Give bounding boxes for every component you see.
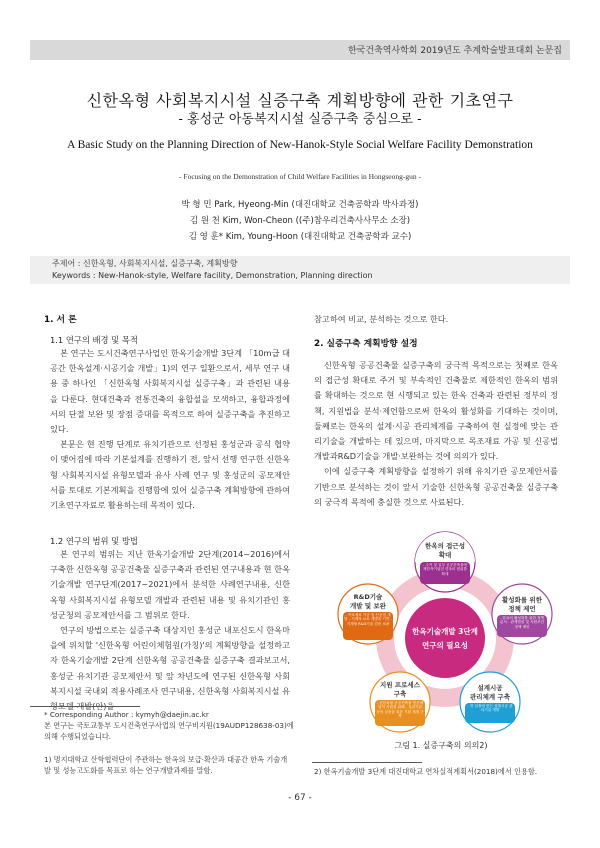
node-support-title-2: 구축 bbox=[393, 690, 407, 698]
node-management-title-2: 관리체계 구축 bbox=[470, 693, 510, 701]
node-policy-title-1: 활성화를 위한 bbox=[502, 596, 542, 604]
keywords-box bbox=[30, 256, 570, 284]
paragraph-4: 연구의 방법으로는 실증구축 대상지인 홍성군 내포신도시 한옥마을에 위치할 '신한옥형 어린이체험원(가칭)'의 계획방향을 설정하고자 한옥기술개발 2단계 신한옥형 공공건축물 실증구축 결과보고서, 홍성군 유치기관 공모제안서 및 앞 차년도에 연구된 신한옥형 사회복지시설 국내외 적용사례조사 연구내용, 신한옥형 사회복지시설 유형모델 개발(안)을 bbox=[50, 625, 290, 712]
english-subtitle: - Focusing on the Demonstration of Child Welfare Facilities in Hongseong-gun - bbox=[179, 172, 421, 181]
header-bar bbox=[30, 40, 570, 60]
section-1-2-heading: 1.2 연구의 범위 및 방법 bbox=[50, 536, 138, 546]
node-accessibility-body: - 주거 및 일부 공공건축물에 제한적이었던 한옥의 범위를 확대 bbox=[422, 563, 468, 576]
paragraph-3: 본 연구의 범위는 지난 한옥기술개발 2단계(2014~2016)에서 구축한 신한옥형 공공건축물 실증구축과 관련된 연구내용과 현 한옥기술개발 연구단계(2017~2021)에서 분석한 사례연구내용, 신한옥형 사회복지시설 유형모델 개발과 관련된 내용 및 유치기관인 홍성군청의 공모제안서를 그 범위로 한다. bbox=[50, 549, 290, 620]
footnote-rule bbox=[30, 706, 140, 707]
node-support-body: - 신한옥형 공공건축물 민간에 넘어 지원을 위해 - 유관기관 등의 실증을 위한 지원 체계 구축 bbox=[376, 701, 424, 719]
paragraph-1: 본 연구는 도시건축연구사업인 한옥기술개발 3단계 「10m급 대공간 한옥설계·시공기술 개발」1)의 연구 일환으로서, 세부 연구 내용 중 하나인 「신한옥형 사회복지시설 실증구축」과 관련된 내용을 다룬다. 현대건축과 전통건축의 융합설을 모색하고, 융합과정에서의 단절 보완 및 장점 증대를 목적으로 하여 실증구축을 추진하고 있다. bbox=[50, 348, 290, 435]
figure-caption: 그림 1. 실증구축의 의의2) bbox=[394, 741, 488, 750]
korean-title: 신한옥형 사회복지시설 실증구축 계획방향에 관한 기초연구 bbox=[86, 91, 514, 110]
section-1-2-body bbox=[50, 547, 290, 714]
node-rnd-title-1: R&D기술 bbox=[353, 593, 383, 601]
korean-keywords: 주제어 : 신한옥형, 사회복지시설, 실증구축, 계획방향 bbox=[52, 259, 238, 268]
center-label-2: 연구의 필요성 bbox=[421, 641, 469, 650]
english-keywords: Keywords : New-Hanok-style, Welfare facility, Demonstration, Planning direction bbox=[52, 271, 373, 280]
research-significance-diagram bbox=[330, 530, 560, 740]
node-policy-body: - 한옥의 활성화를 위한 정책 분석 - 관계법령 및 지원조건 정책 제언 bbox=[499, 616, 545, 629]
journal-header: 한국건축역사학회 2019년도 추계학술발표대회 논문집 bbox=[347, 46, 562, 56]
section-1-heading: 1. 서 론 bbox=[44, 315, 77, 325]
footnote-rule-right bbox=[312, 762, 422, 763]
author-2: 김 원 천 Kim, Won-Cheon ((주)참우리건축사사무소 소장) bbox=[189, 216, 411, 226]
author-1: 박 형 민 Park, Hyeong-Min (대진대학교 건축공학과 박사과정) bbox=[181, 200, 419, 210]
node-policy-title-2: 정책 제언 bbox=[508, 605, 536, 613]
section-2-heading: 2. 실증구축 계획방향 설정 bbox=[314, 339, 418, 349]
footnote-2: 2) 한옥기술개발 3단계 대진대학교 연차실적계획서(2018)에서 인용함. bbox=[314, 767, 538, 776]
section-1-1-heading: 1.1 연구의 배경 및 목적 bbox=[50, 335, 138, 345]
node-accessibility-title-1: 한옥의 접근성 bbox=[425, 542, 465, 550]
korean-subtitle: - 홍성군 아동복지시설 실증구축 중심으로 - bbox=[178, 112, 422, 127]
node-support-process bbox=[370, 672, 430, 732]
paragraph-5: 신한옥형 공공건축물 실증구축의 궁극적 목적으로는 첫째로 한옥의 접근성 확대로 주거 및 부속적인 건축물로 제한적인 한옥의 범위를 확대하는 것으로 현 시행되고 있는 한옥 건축과 관련된 정부의 정책, 지원법을 분석·제언함으로써 한옥의 활성화를 기대하는 것이며, 둘째로는 한옥의 설계·시공 관리체계를 구축하여 현 실정에 맞는 관리기술을 개발하는 데 있으며, 마지막으로 목조재료 가공 및 신공법 개발과R&D기술을 개발·보완하는 것에 의의가 있다. bbox=[314, 360, 558, 462]
section-2-body bbox=[314, 358, 558, 510]
node-management-title-1: 설계시공 bbox=[477, 684, 503, 692]
right-continued-text bbox=[314, 312, 558, 327]
node-policy bbox=[492, 584, 552, 644]
author-3: 김 영 훈* Kim, Young-Hoon (대진대학교 건축공학과 교수) bbox=[188, 232, 412, 242]
diagram-center-circle bbox=[405, 598, 485, 678]
funding-note: 본 연구는 국토교통부 도시건축연구사업의 연구비지원(19AUDP128638-03)에 의해 수행되었습니다. bbox=[44, 721, 294, 741]
section-1-1-body bbox=[50, 346, 290, 513]
node-rnd bbox=[338, 584, 398, 644]
node-rnd-title-2: 개발 및 보완 bbox=[350, 602, 386, 610]
node-management-body: - 현 실정에 맞는 설계시공 관리기술 개발 bbox=[467, 704, 513, 713]
english-title: A Basic Study on the Planning Direction of New-Hanok-Style Social Welfare Facility Demonstration bbox=[67, 139, 533, 151]
corresponding-author: * Corresponding Author : kymyh@daejin.ac.kr bbox=[44, 710, 209, 719]
paragraph-2: 본문은 현 진행 단계로 유치기관으로 선정된 홍성군과 공식 협약이 맺어짐에 따라 기본설계를 진행하기 전, 앞서 선행 연구한 신한옥형 사회복지시설 유형모델과 유사 사례 연구 및 홍성군의 공모제안서를 토대로 기본계획을 진행함에 있어 실증구축 계획방향에 관하여 기초연구자료로 활용하는데 목적이 있다. bbox=[50, 439, 290, 511]
footnote-1: 1) 명지대학교 산학협력단이 주관하는 한옥의 보급·확산과 대공간 한옥 기술개발 및 성능고도화를 목표로 하는 연구개발과제를 말함. bbox=[44, 755, 288, 775]
paragraph-6: 이에 실증구축 계획방향을 설정하기 위해 유치기관 공모제안서를 기반으로 분석하는 것이 앞서 기술한 신한옥형 공공건축물 실증구축의 궁극적 목적에 충실한 것으로 사료된다. bbox=[314, 466, 558, 507]
node-support-title-1: 지원 프로세스 bbox=[380, 681, 420, 689]
node-accessibility bbox=[415, 532, 475, 592]
node-rnd-body: - 목조재료 가공 및 신공법 개발 - 기계적 요소 개발을 기반 - 기계형 R&D기술 검증 보완 bbox=[344, 613, 392, 626]
center-label-1: 한옥기술개발 3단계 bbox=[412, 627, 478, 636]
paragraph-continued: 참고하여 비교, 분석하는 것으로 한다. bbox=[314, 314, 449, 324]
node-accessibility-title-2: 확대 bbox=[438, 551, 452, 559]
node-management bbox=[460, 672, 520, 732]
page-number: - 67 - bbox=[288, 793, 312, 803]
